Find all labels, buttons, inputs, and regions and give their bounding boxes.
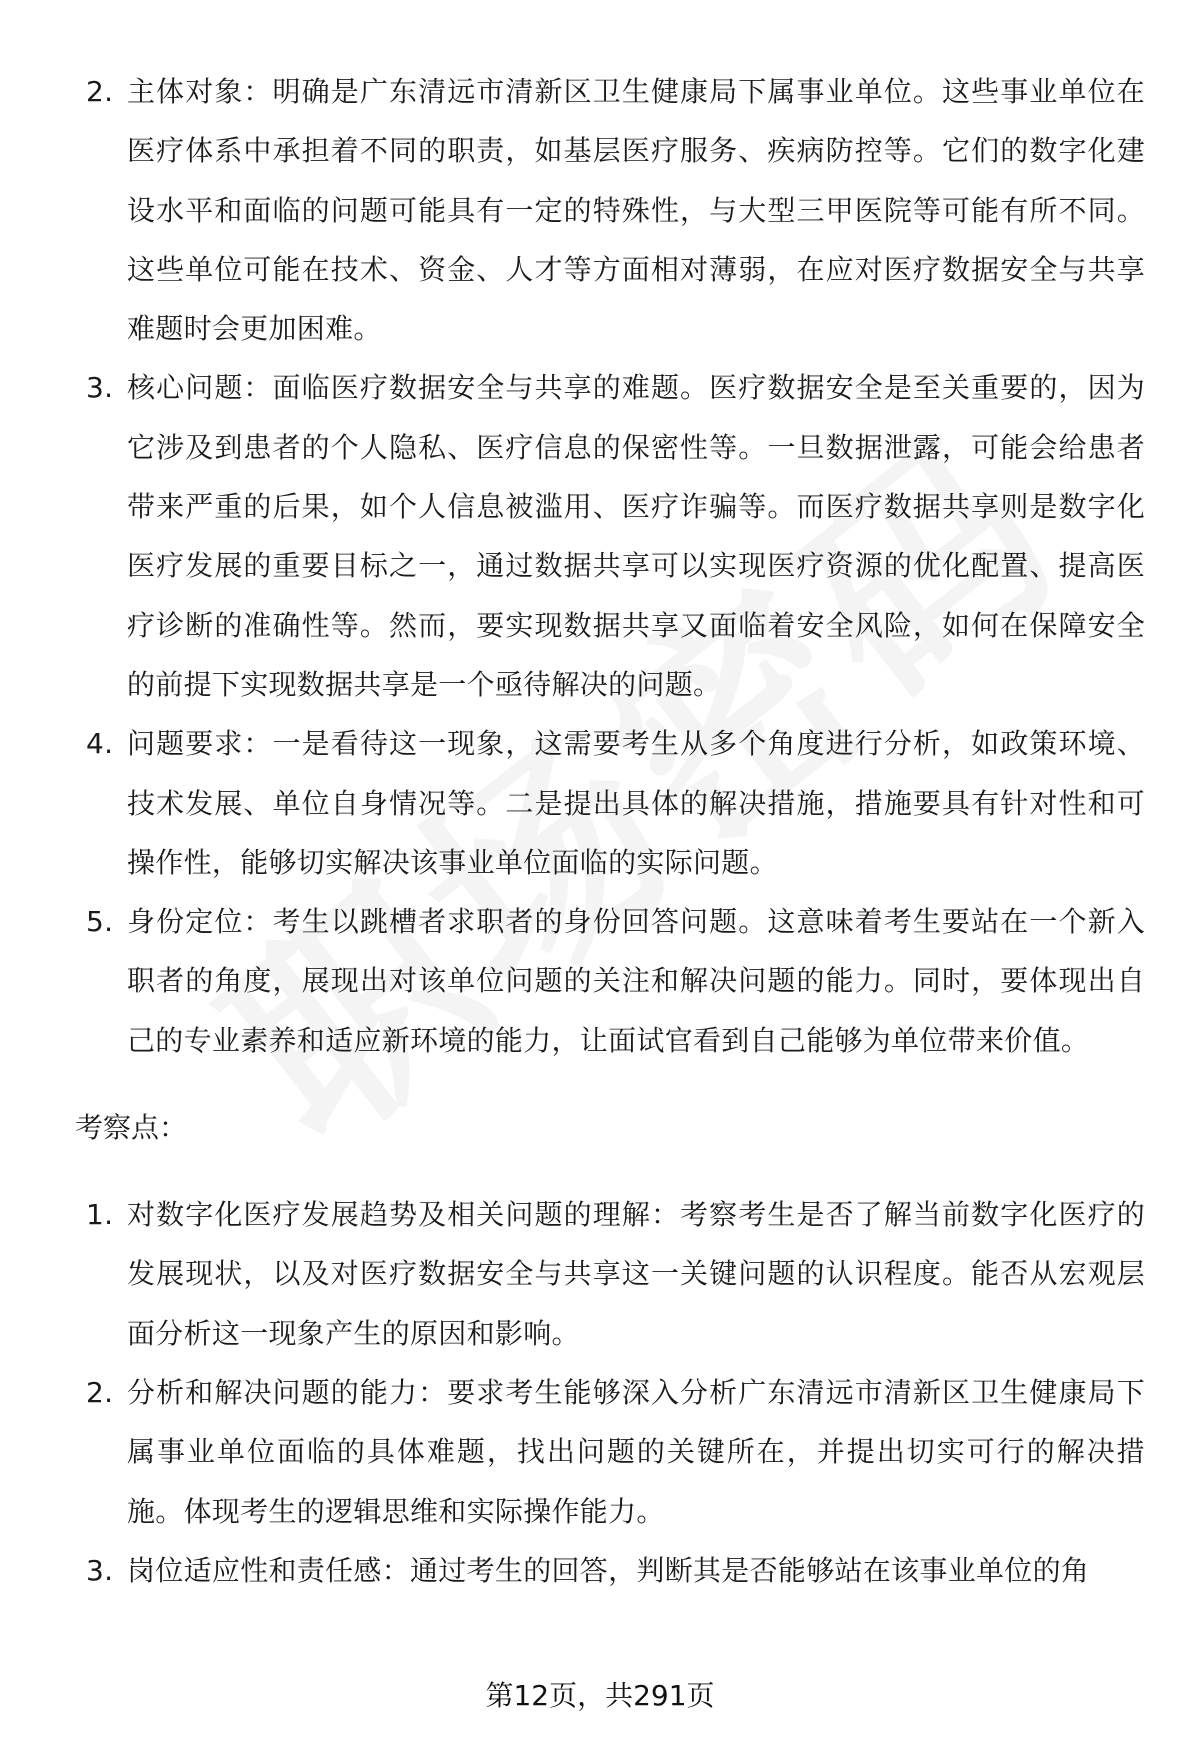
list-item [75,714,1145,892]
item-number: 2. [86,1375,114,1409]
item-text: 主体对象：明确是广东清远市清新区卫生健康局下属事业单位。这些事业单位在医疗体系中承担着不同的职责，如基层医疗服务、疾病防控等。它们的数字化建设水平和面临的问题可能具有一定的特殊性，与大型三甲医院等可能有所不同。这些单位可能在技术、资金、人才等方面相对薄弱，在应对医疗数据安全与共享难题时会更加困难。 [127,75,1145,346]
page-number-footer: 第12页，共291页 [485,1679,715,1712]
list-item [75,62,1145,358]
item-text: 岗位适应性和责任感：通过考生的回答，判断其是否能够站在该事业单位的角 [127,1553,1090,1587]
list-item [75,358,1145,714]
item-number: 4. [86,727,114,761]
item-text: 对数字化医疗发展趋势及相关问题的理解：考察考生是否了解当前数字化医疗的发展现状，以及对医疗数据安全与共享这一关键问题的认识程度。能否从宏观层面分析这一现象产生的原因和影响。 [127,1198,1145,1350]
analysis-list [75,62,1145,1070]
item-text: 问题要求：一是看待这一现象，这需要考生从多个角度进行分析，如政策环境、技术发展、单位自身情况等。二是提出具体的解决措施，措施要具有针对性和可操作性，能够切实解决该事业单位面临的实际问题。 [127,727,1145,879]
item-number: 5. [86,905,114,939]
list-item [75,1363,1145,1541]
list-item [75,892,1145,1070]
section-title: 考察点： [75,1111,188,1145]
list-item [75,1185,1145,1363]
item-number: 3. [86,371,114,405]
list-item [75,1541,1145,1600]
item-text: 分析和解决问题的能力：要求考生能够深入分析广东清远市清新区卫生健康局下属事业单位面临的具体难题，找出问题的关键所在，并提出切实可行的解决措施。体现考生的逻辑思维和实际操作能力。 [127,1375,1145,1528]
item-number: 1. [86,1198,114,1232]
item-text: 身份定位：考生以跳槽者求职者的身份回答问题。这意味着考生要站在一个新入职者的角度，展现出对该单位问题的关注和解决问题的能力。同时，要体现出自己的专业素养和适应新环境的能力，让面试官看到自己能够为单位带来价值。 [127,905,1145,1057]
page-content [75,62,1145,1600]
assessment-points-list [75,1185,1145,1600]
item-number: 2. [86,75,114,108]
item-number: 3. [86,1553,114,1587]
item-text: 核心问题：面临医疗数据安全与共享的难题。医疗数据安全是至关重要的，因为它涉及到患者的个人隐私、医疗信息的保密性等。一旦数据泄露，可能会给患者带来严重的后果，如个人信息被滥用、医疗诈骗等。而医疗数据共享则是数字化医疗发展的重要目标之一，通过数据共享可以实现医疗资源的优化配置、提高医疗诊断的准确性等。然而，要实现数据共享又面临着安全风险，如何在保障安全的前提下实现数据共享是一个亟待解决的问题。 [127,371,1145,701]
